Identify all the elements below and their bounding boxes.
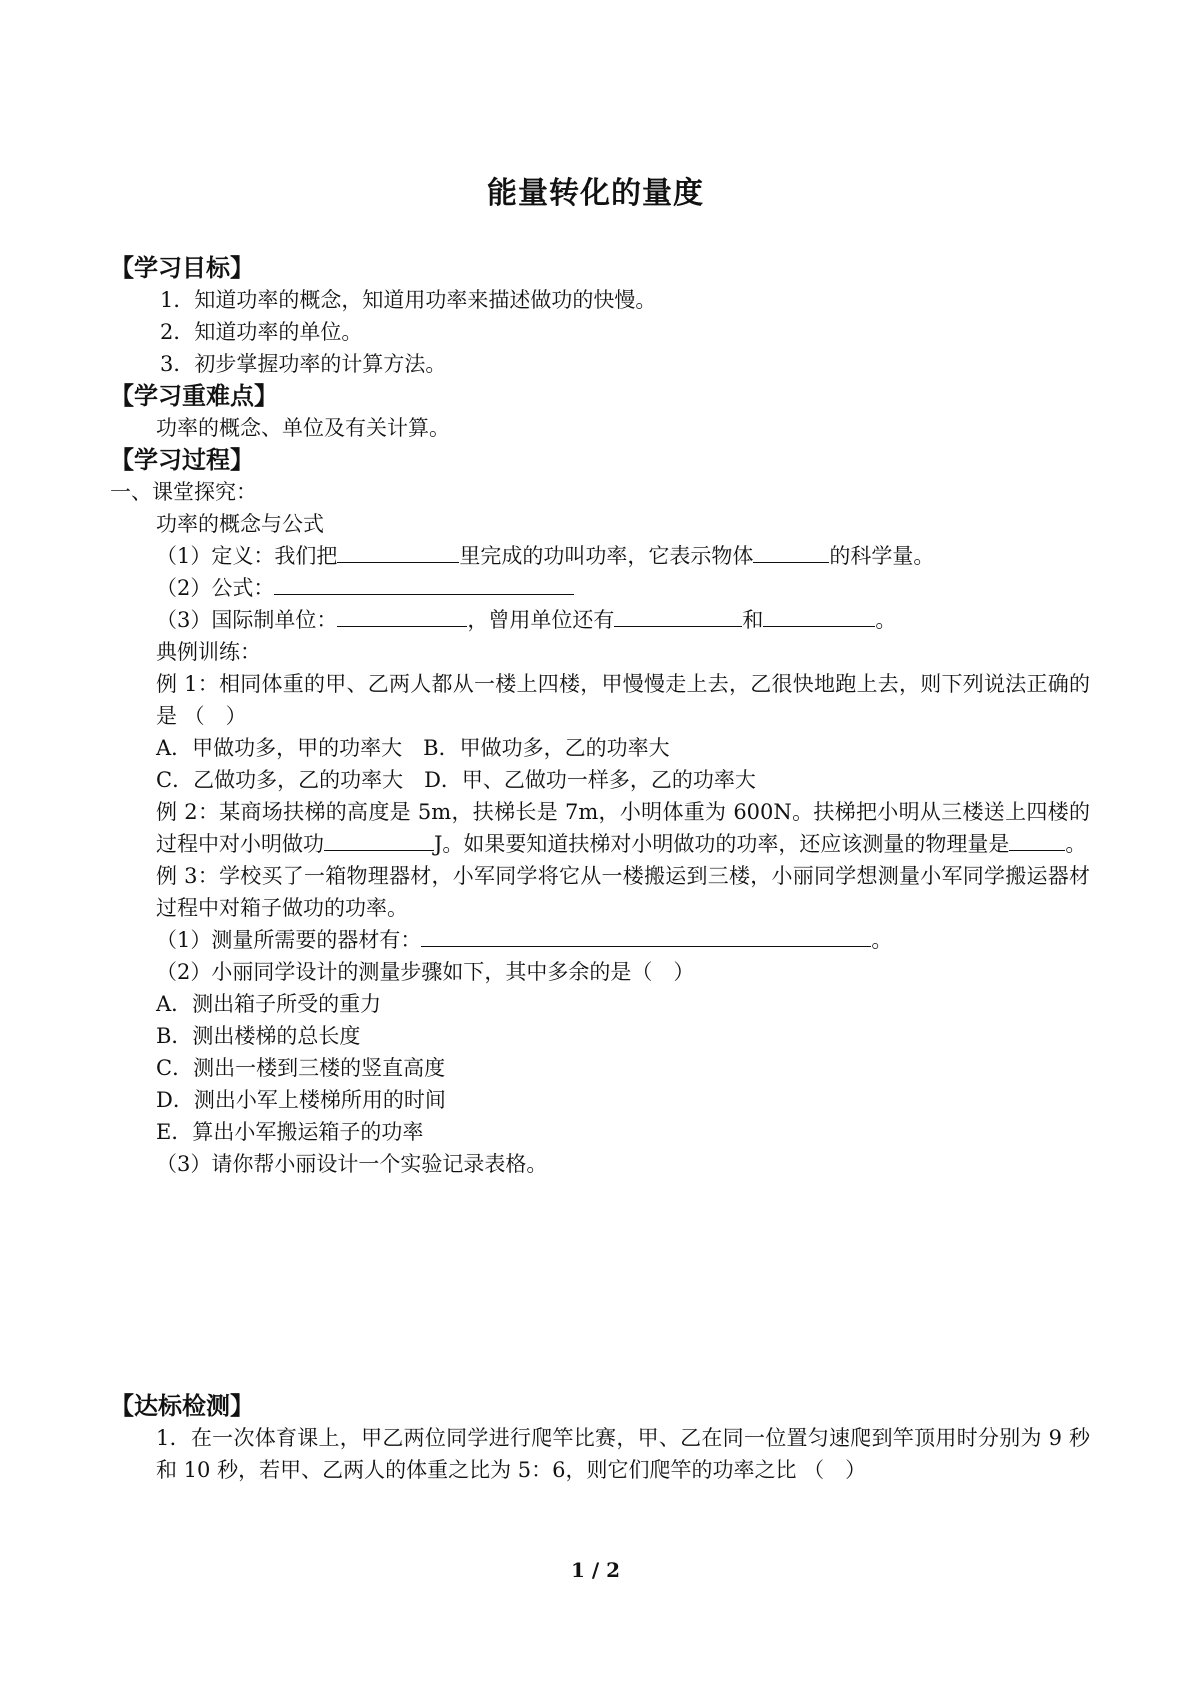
objective-item: 3．初步掌握功率的计算方法。 (160, 352, 447, 376)
section-heading-process: 【学习过程】 (110, 446, 254, 474)
keypoints-text: 功率的概念、单位及有关计算。 (156, 416, 450, 440)
example-3-q1-label: （1）测量所需要的器材有： (156, 928, 422, 952)
definition-blank-meaning[interactable] (753, 540, 829, 563)
example-2-blank-work[interactable] (324, 828, 434, 851)
definition-text-c: 的科学量。 (829, 544, 935, 568)
example-3-q1 (110, 924, 1090, 956)
example-2-text-a: 例 2：某商场扶梯的高度是 5m，扶梯长是 7m，小明体重为 600N。扶梯把小明从三楼送上四楼的过程中对小明做功 (156, 800, 1090, 856)
definition-blank-time[interactable] (337, 540, 459, 563)
example-3-option: B．测出楼梯的总长度 (156, 1024, 361, 1048)
page-number: 1 / 2 (570, 1558, 621, 1582)
objective-item: 1．知道功率的概念，知道用功率来描述做功的快慢。 (160, 288, 657, 312)
example-3-q2: （2）小丽同学设计的测量步骤如下，其中多余的是（ ） (156, 960, 695, 984)
unit-text-b: ，曾用单位还有 (467, 608, 615, 632)
definition-line (110, 540, 1090, 572)
examples-heading: 典例训练： (156, 640, 261, 664)
example-2-text-b: J。如果要知道扶梯对小明做功的功率，还应该测量的物理量是 (434, 832, 1010, 856)
section-heading-keypoints: 【学习重难点】 (110, 382, 278, 410)
example-2-text-c: 。 (1065, 832, 1087, 856)
page-title: 能量转化的量度 (487, 176, 704, 211)
answer-space (110, 1180, 1090, 1390)
example-3-q1-end: 。 (871, 928, 893, 952)
example-3-option: C．测出一楼到三楼的竖直高度 (156, 1056, 446, 1080)
unit-blank-old-1[interactable] (614, 604, 742, 627)
example-1-options-row-1: A．甲做功多，甲的功率大 B．甲做功多，乙的功率大 (156, 736, 670, 760)
example-2 (110, 796, 1090, 860)
unit-line (110, 604, 1090, 636)
objective-item: 2．知道功率的单位。 (160, 320, 363, 344)
example-3-option: A．测出箱子所受的重力 (156, 992, 382, 1016)
unit-text-d: 。 (875, 608, 897, 632)
part-heading: 一、课堂探究： (110, 480, 257, 504)
unit-blank-si[interactable] (337, 604, 467, 627)
concept-heading: 功率的概念与公式 (156, 512, 324, 536)
section-heading-test: 【达标检测】 (110, 1392, 254, 1420)
formula-line (110, 572, 1090, 604)
definition-text-b: 里完成的功叫功率，它表示物体 (459, 544, 754, 568)
unit-text-c: 和 (742, 608, 764, 632)
unit-blank-old-2[interactable] (763, 604, 875, 627)
example-1-options-row-2: C．乙做功多，乙的功率大 D．甲、乙做功一样多，乙的功率大 (156, 768, 756, 792)
unit-text-a: （3）国际制单位： (156, 608, 338, 632)
definition-text-a: （1）定义：我们把 (156, 544, 338, 568)
example-3-option: E．算出小军搬运箱子的功率 (156, 1120, 424, 1144)
document-body (110, 252, 1090, 1486)
test-question-1: 1．在一次体育课上，甲乙两位同学进行爬竿比赛，甲、乙在同一位置匀速爬到竿顶用时分别为 9 秒和 10 秒，若甲、乙两人的体重之比为 5：6，则它们爬竿的功率之比 （ ） (156, 1426, 1090, 1482)
formula-label: （2）公式： (156, 576, 275, 600)
example-1-stem: 例 1：相同体重的甲、乙两人都从一楼上四楼，甲慢慢走上去，乙很快地跑上去，则下列说法正确的是 （ ） (156, 672, 1090, 728)
formula-blank[interactable] (274, 572, 574, 595)
example-3-stem: 例 3：学校买了一箱物理器材，小军同学将它从一楼搬运到三楼，小丽同学想测量小军同学搬运器材过程中对箱子做功的功率。 (156, 864, 1090, 920)
example-3-q3: （3）请你帮小丽设计一个实验记录表格。 (156, 1152, 548, 1176)
example-3-q1-blank[interactable] (421, 924, 871, 947)
example-2-blank-quantity[interactable] (1009, 828, 1065, 851)
section-heading-objectives: 【学习目标】 (110, 254, 254, 282)
example-3-option: D．测出小军上楼梯所用的时间 (156, 1088, 446, 1112)
